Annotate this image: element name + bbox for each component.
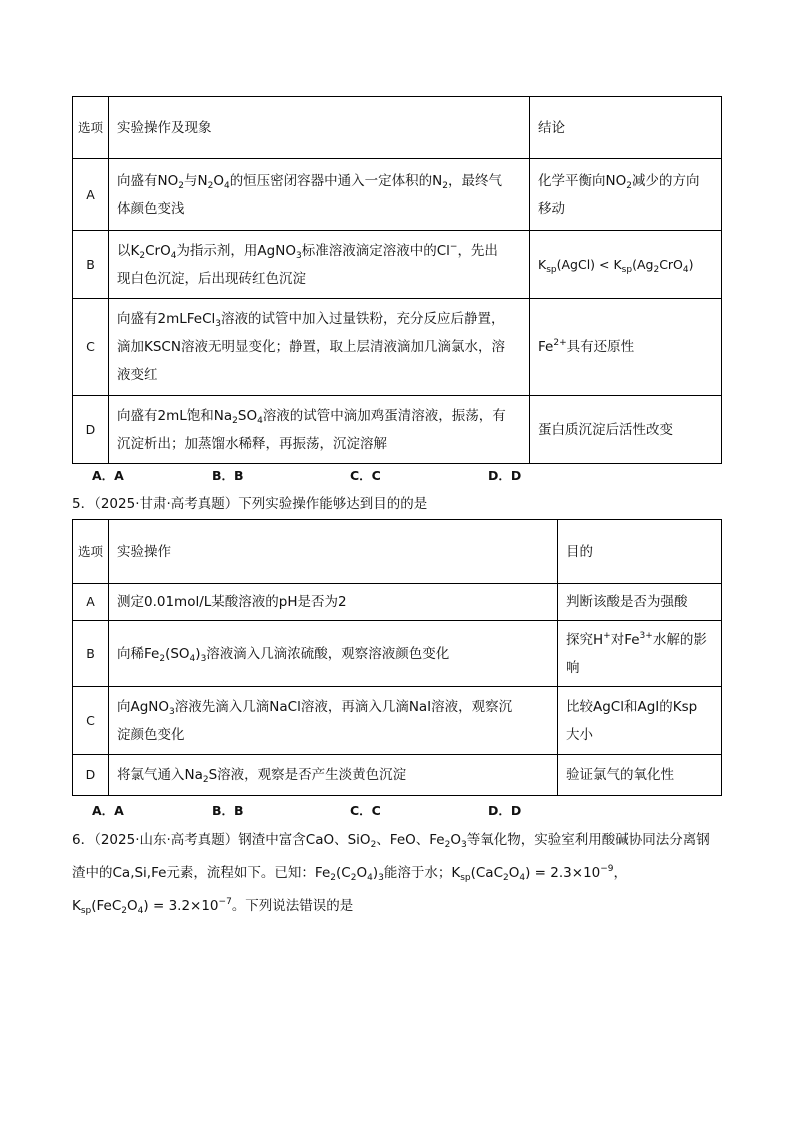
option-label: B [73,231,109,299]
q5-table [72,519,722,796]
operation-cell: 测定0.01mol/L某酸溶液的pH是否为2 [109,584,558,621]
header-option: 选项 [73,97,109,159]
table-row [73,621,722,687]
choice-b[interactable]: B．B [212,468,244,483]
q5-stem: 5．（2025·甘肃·高考真题）下列实验操作能够达到目的的是 [72,496,428,512]
choice-b[interactable]: B．B [212,803,244,818]
choice-c[interactable]: C．C [350,468,381,483]
choice-a[interactable]: A．A [92,468,124,483]
choice-a[interactable]: A．A [92,803,124,818]
option-label: C [73,299,109,396]
operation-cell: 向AgNO$_3$溶液先滴入几滴NaCl溶液，再滴入几滴NaI溶液，观察沉 淀颜色变化 [109,687,558,755]
q6-stem-line-2: 渣中的Ca,Si,Fe元素，流程如下。已知：$Fe_2(C_2O_4)_3$能溶于水；$K_{sp}(CaC_2O_4) = 2.3\times 10^{-9}$， [72,864,628,883]
choice-c[interactable]: C．C [350,803,381,818]
header-operation: 实验操作 [109,520,558,584]
header-option: 选项 [73,520,109,584]
purpose-cell: 探究H+对$Fe^{3+}$水解的影 响 [558,621,722,687]
header-conclusion: 结论 [530,97,722,159]
purpose-cell: 验证氯气的氧化性 [558,755,722,796]
option-label: D [73,396,109,464]
q6-stem-line-3: $K_{sp}(FeC_2O_4) = 3.2\times 10^{-7}$。下列说法错误的是 [72,897,354,916]
table-row [73,584,722,621]
purpose-cell: 判断该酸是否为强酸 [558,584,722,621]
option-label: C [73,687,109,755]
conclusion-cell: 蛋白质沉淀后活性改变 [530,396,722,464]
operation-cell: 以$K_2CrO_4$为指示剂，用AgNO$_3$标准溶液滴定溶液中的Cl−，先出 现白色沉淀，后出现砖红色沉淀 [109,231,530,299]
purpose-cell: 比较AgCl和AgI的Ksp 大小 [558,687,722,755]
conclusion-cell: $K_{sp}(AgCl) < K_{sp}(Ag_2CrO_4)$ [530,231,722,299]
option-label: A [73,584,109,621]
option-label: A [73,159,109,231]
choice-d[interactable]: D．D [488,468,522,483]
table-row [73,396,722,464]
table-row [73,755,722,796]
table-row [73,159,722,231]
table-row [73,687,722,755]
operation-cell: 将氯气通入$Na_2S$溶液，观察是否产生淡黄色沉淀 [109,755,558,796]
option-label: D [73,755,109,796]
header-purpose: 目的 [558,520,722,584]
conclusion-cell: 化学平衡向$NO_2$减少的方向 移动 [530,159,722,231]
table-row [73,299,722,396]
q5-header-row [73,520,722,584]
q6-stem-line-1: 6．（2025·山东·高考真题）钢渣中富含CaO、SiO$_2$、FeO、$Fe_2O_3$等氧化物，实验室利用酸碱协同法分离钢 [72,832,710,850]
q4-table [72,96,722,464]
operation-cell: 向盛有2mL饱和$Na_2SO_4$溶液的试管中滴加鸡蛋清溶液，振荡，有 沉淀析出；加蒸馏水稀释，再振荡，沉淀溶解 [109,396,530,464]
choice-d[interactable]: D．D [488,803,522,818]
table-row [73,231,722,299]
conclusion-cell: $Fe^{2+}$具有还原性 [530,299,722,396]
header-operation: 实验操作及现象 [109,97,530,159]
q4-header-row [73,97,722,159]
operation-cell: 向盛有$NO_2$与$N_2O_4$的恒压密闭容器中通入一定体积的$N_2$，最终气 体颜色变浅 [109,159,530,231]
option-label: B [73,621,109,687]
operation-cell: 向盛有2mLFeCl$_3$溶液的试管中加入过量铁粉，充分反应后静置， 滴加KSCN溶液无明显变化；静置，取上层清液滴加几滴氯水，溶 液变红 [109,299,530,396]
operation-cell: 向稀$Fe_2(SO_4)_3$溶液滴入几滴浓硫酸，观察溶液颜色变化 [109,621,558,687]
